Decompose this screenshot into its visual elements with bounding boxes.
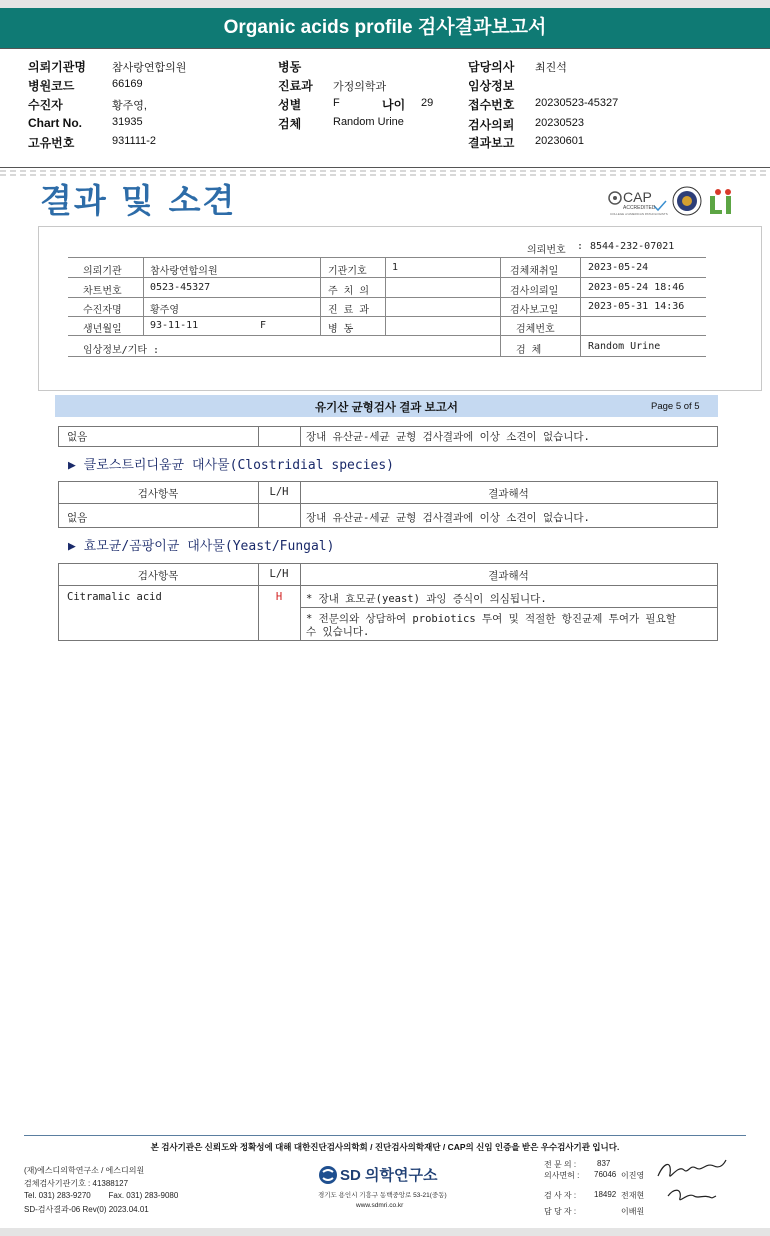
table-line: [58, 640, 718, 641]
yeast-header-lh: L/H: [269, 568, 289, 580]
label-request-date: 검사의뢰: [468, 118, 515, 132]
clostridial-section-title: ▶ 클로스트리디움균 대사물(Clostridial species): [68, 458, 394, 473]
yeast-header-item: 검사항목: [137, 570, 179, 582]
label-chart-no: Chart No.: [28, 116, 82, 130]
label-report-date: 결과보고: [468, 136, 515, 150]
label-age: 나이: [382, 98, 406, 112]
footer-contact: Tel. 031) 283-9270 Fax. 031) 283-9080: [24, 1191, 179, 1200]
cap-logo-subtext: ACCREDITED: [623, 205, 656, 211]
label-birthdate: 생년월일: [83, 324, 122, 335]
value-request-date: 20230523: [535, 117, 584, 129]
clostridial-header-item: 검사항목: [137, 488, 179, 500]
value-specimen: Random Urine: [333, 116, 404, 128]
staff-role-4: 담 당 자 :: [544, 1207, 577, 1216]
label-chart-no: 차트번호: [83, 286, 122, 297]
value-inst-code: 1: [392, 262, 399, 273]
lab-logo-icon: [708, 188, 738, 216]
label-unique-no: 고유번호: [28, 136, 75, 150]
clostridial-header-lh: L/H: [269, 486, 289, 498]
carryover-item: 없음: [67, 431, 88, 443]
label-hospital-code: 병원코드: [28, 79, 75, 93]
page-indicator: Page 5 of 5: [651, 401, 700, 412]
signature-icon: [654, 1152, 728, 1212]
result-title: 결과 및 소견: [40, 181, 237, 220]
footer-inst-code: 검체검사기관기호 : 41388127: [24, 1179, 129, 1188]
table-line: [58, 585, 718, 586]
table-line: [717, 481, 718, 527]
seal-logo-icon: [672, 186, 702, 216]
yeast-header-interp: 결과해석: [488, 570, 529, 582]
value-report-date: 20230601: [535, 135, 584, 147]
carryover-interpretation: 장내 유산균-세균 균형 검사결과에 이상 소견이 없습니다.: [306, 431, 590, 443]
signatures: [654, 1152, 728, 1212]
clostridial-header-interp: 결과해석: [488, 488, 529, 500]
label-sex: 성별: [278, 98, 302, 112]
value-doctor: 최진석: [535, 62, 567, 74]
label-institution: 의뢰기관: [83, 266, 122, 277]
yeast-interpretation-2: * 전문의와 상담하여 probiotics 투여 및 적절한 항진균제 투여가 필요할: [306, 613, 676, 625]
table-line: [58, 527, 718, 528]
label-ward: 병동: [278, 60, 302, 74]
footer-doc-rev: SD-검사결과-06 Rev(0) 2023.04.01: [24, 1205, 149, 1214]
table-line: [68, 335, 706, 336]
label-clinical-other: 임상정보/기타 :: [83, 345, 160, 356]
value-specimen-type: Random Urine: [588, 341, 661, 352]
cap-logo-subtext-2: COLLEGE of AMERICAN PATHOLOGISTS: [610, 212, 668, 216]
sd-brand-name: SD 의학연구소: [340, 1167, 438, 1184]
table-line: [320, 257, 321, 335]
section-title-bar: [55, 395, 718, 417]
yeast-item: Citramalic acid: [67, 591, 162, 603]
table-line: [68, 356, 706, 357]
yeast-interpretation-1: * 장내 효모균(yeast) 과잉 증식이 의심됩니다.: [306, 593, 547, 605]
yeast-section-title: ▶ 효모균/곰팡이균 대사물(Yeast/Fungal): [68, 539, 335, 554]
table-line: [500, 257, 501, 356]
request-no-colon: :: [577, 241, 584, 252]
staff-name-4: 이배원: [621, 1207, 645, 1216]
section-title: 유기산 균형검사 결과 보고서: [315, 402, 458, 414]
table-line: [68, 297, 706, 298]
label-specimen: 검체: [278, 117, 302, 131]
value-patient: 황주영,: [112, 100, 147, 112]
cap-logo: [606, 187, 668, 217]
table-line: [385, 257, 386, 335]
label-specimen-no: 검체번호: [516, 324, 555, 335]
table-line: [717, 563, 718, 640]
value-request-datetime: 2023-05-24 18:46: [588, 282, 685, 293]
footer-org: (재)에스디의학연구소 / 에스디의원: [24, 1166, 145, 1175]
table-line: [58, 426, 718, 427]
table-line: [143, 257, 144, 335]
label-ward: 병 동: [328, 324, 354, 335]
yeast-flag-high: H: [275, 591, 283, 603]
label-receipt-no: 접수번호: [468, 98, 515, 112]
table-line: [58, 446, 718, 447]
value-sex: F: [333, 97, 340, 109]
table-line: [58, 426, 59, 446]
report-header-bar: [0, 8, 770, 48]
value-patient-name: 황주영: [150, 305, 179, 316]
cap-logo-text: CAP: [623, 189, 652, 205]
patient-info-panel: [0, 48, 770, 169]
value-requester: 참사랑연합의원: [112, 62, 187, 74]
table-line: [58, 503, 718, 504]
value-hospital-code: 66169: [112, 78, 143, 90]
staff-no-1: 837: [597, 1159, 611, 1168]
value-department: 가정의학과: [333, 81, 387, 93]
staff-no-3: 18492: [594, 1190, 617, 1199]
lab-logo: [708, 188, 738, 216]
table-line: [68, 277, 706, 278]
value-age: 29: [421, 97, 434, 109]
table-line: [300, 607, 718, 608]
label-report-datetime: 검사보고일: [510, 305, 559, 316]
value-chart-no: 31935: [112, 116, 143, 128]
sd-logo-icon: [318, 1165, 338, 1185]
value-collection-date: 2023-05-24: [588, 262, 649, 273]
label-collection-date: 검체채취일: [510, 266, 559, 277]
accreditation-notice: 본 검사기관은 신뢰도와 정확성에 대해 대한진단검사의학회 / 진단검사의학재단 / CAP의 신임 인증을 받은 우수검사기관 입니다.: [150, 1142, 620, 1152]
value-chart-no: 0523-45327: [150, 282, 211, 293]
table-line: [258, 426, 259, 446]
label-patient: 수진자: [28, 98, 63, 112]
table-line: [68, 257, 706, 258]
staff-name-2: 이진영: [621, 1171, 645, 1180]
table-line: [580, 257, 581, 356]
label-clinical-info: 임상정보: [468, 79, 515, 93]
seal-logo: [672, 186, 702, 216]
label-patient-name: 수진자명: [83, 305, 122, 316]
staff-role-2: 의사면허 :: [544, 1171, 580, 1180]
table-line: [300, 426, 301, 446]
value-institution: 참사랑연합의원: [150, 266, 218, 277]
label-requester: 의뢰기관명: [28, 60, 86, 74]
value-unique-no: 931111-2: [112, 135, 157, 147]
yeast-interpretation-3: 수 있습니다.: [306, 626, 370, 638]
table-line: [68, 316, 706, 317]
value-request-no: 8544-232-07021: [590, 241, 675, 252]
clostridial-item: 없음: [67, 512, 88, 524]
lab-logo-text: [708, 188, 709, 189]
label-dept: 진 료 과: [328, 305, 370, 316]
label-request-no: 의뢰번호: [527, 245, 566, 256]
value-receipt-no: 20230523-45327: [535, 97, 619, 109]
clostridial-interpretation: 장내 유산균-세균 균형 검사결과에 이상 소견이 없습니다.: [306, 512, 590, 524]
staff-no-2: 76046: [594, 1170, 617, 1179]
value-birthdate: 93-11-11: [150, 320, 199, 331]
staff-role-3: 검 사 자 :: [544, 1191, 577, 1200]
label-inst-code: 기관기호: [328, 266, 367, 277]
table-line: [58, 563, 718, 564]
staff-role-1: 전 문 의 :: [544, 1160, 577, 1169]
value-sex: F: [260, 320, 267, 331]
staff-name-3: 전재현: [621, 1191, 645, 1200]
label-attending: 주 치 의: [328, 286, 370, 297]
label-request-datetime: 검사의뢰일: [510, 286, 559, 297]
label-specimen-type: 검 체: [516, 345, 542, 356]
footer-address: 경기도 용인시 기흥구 동백중앙로 53-21(중동): [318, 1192, 447, 1199]
label-department: 진료과: [278, 79, 313, 93]
page-bottom-margin: [0, 1228, 770, 1236]
footer-divider: [24, 1135, 746, 1136]
table-line: [58, 481, 718, 482]
label-doctor: 담당의사: [468, 60, 515, 74]
footer-url: www.sdmri.co.kr: [356, 1202, 404, 1209]
report-title: Organic acids profile 검사결과보고서: [223, 17, 547, 38]
table-line: [717, 426, 718, 446]
decorative-stripe: [0, 170, 770, 172]
value-report-datetime: 2023-05-31 14:36: [588, 301, 685, 312]
